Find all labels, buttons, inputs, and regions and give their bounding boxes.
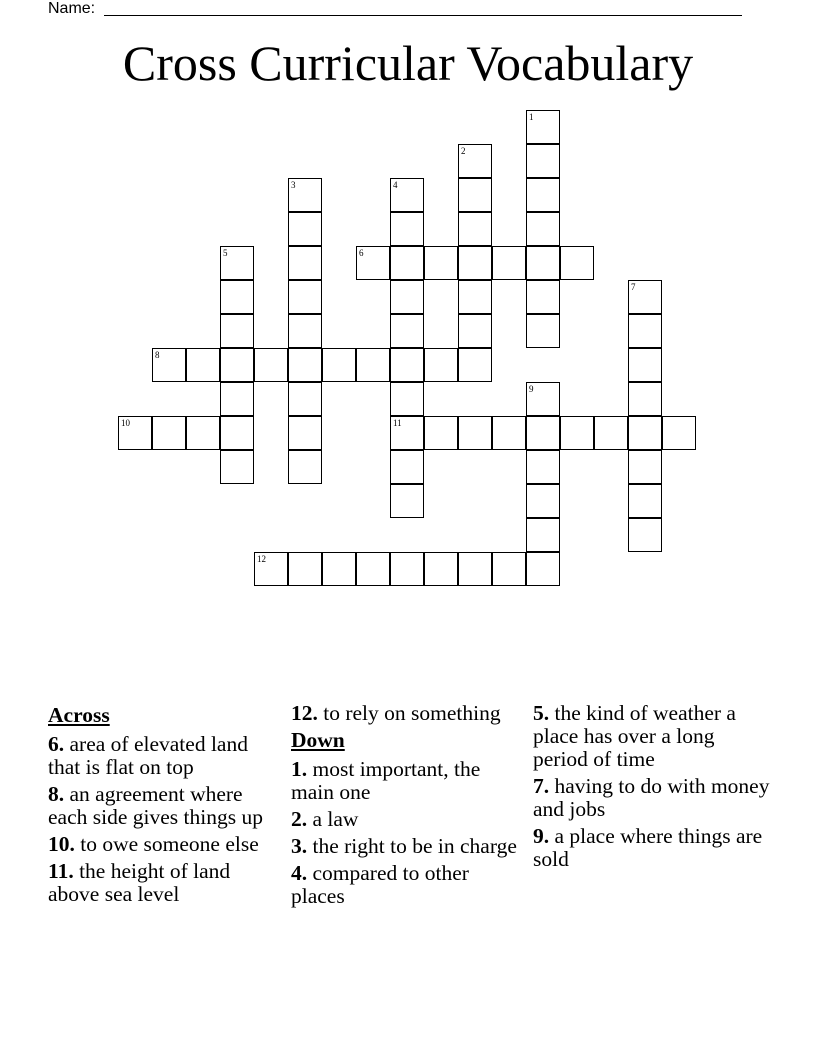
grid-cell[interactable] <box>526 212 560 246</box>
clue-down-1 <box>291 758 527 804</box>
grid-cell[interactable] <box>288 552 322 586</box>
grid-cell[interactable] <box>662 416 696 450</box>
clue-text: compared to other places <box>291 861 469 908</box>
clue-number: 12. <box>291 701 318 725</box>
grid-cell[interactable] <box>628 348 662 382</box>
cell-number: 12 <box>257 554 266 564</box>
clue-number: 8. <box>48 782 65 806</box>
grid-cell[interactable] <box>186 416 220 450</box>
grid-cell[interactable] <box>458 246 492 280</box>
grid-cell[interactable] <box>526 110 560 144</box>
clue-across-6 <box>48 733 284 779</box>
grid-cell[interactable] <box>288 246 322 280</box>
clue-text: area of elevated land that is flat on top <box>48 732 248 779</box>
grid-cell[interactable] <box>458 178 492 212</box>
clue-column-2 <box>291 702 527 912</box>
grid-cell[interactable] <box>288 382 322 416</box>
grid-cell[interactable] <box>390 280 424 314</box>
grid-cell[interactable] <box>526 450 560 484</box>
grid-cell[interactable] <box>356 246 390 280</box>
across-heading: Across <box>48 703 110 727</box>
grid-cell[interactable] <box>458 552 492 586</box>
clue-number: 4. <box>291 861 308 885</box>
grid-cell[interactable] <box>526 382 560 416</box>
grid-cell[interactable] <box>390 314 424 348</box>
clue-down-9 <box>533 825 773 871</box>
clue-number: 6. <box>48 732 65 756</box>
grid-cell[interactable] <box>628 450 662 484</box>
clue-text: to rely on something <box>323 701 501 725</box>
grid-cell[interactable] <box>526 144 560 178</box>
cell-number: 1 <box>529 112 534 122</box>
grid-cell[interactable] <box>628 280 662 314</box>
clue-down-5 <box>533 702 773 771</box>
clue-number: 11. <box>48 859 74 883</box>
clue-text: the right to be in charge <box>312 834 517 858</box>
grid-cell[interactable] <box>390 246 424 280</box>
clue-number: 10. <box>48 832 75 856</box>
grid-cell[interactable] <box>526 552 560 586</box>
grid-cell[interactable] <box>254 552 288 586</box>
grid-cell[interactable] <box>390 416 424 450</box>
grid-cell[interactable] <box>220 314 254 348</box>
clue-text: a place where things are sold <box>533 824 763 871</box>
grid-cell[interactable] <box>220 382 254 416</box>
grid-cell[interactable] <box>628 382 662 416</box>
clue-across-12 <box>291 702 527 725</box>
page-title: Cross Curricular Vocabulary <box>122 35 694 91</box>
grid-cell[interactable] <box>526 518 560 552</box>
grid-cell[interactable] <box>458 144 492 178</box>
clue-down-2 <box>291 808 527 831</box>
grid-cell[interactable] <box>288 348 322 382</box>
name-label: Name: <box>48 0 96 17</box>
grid-cell[interactable] <box>356 552 390 586</box>
grid-cell[interactable] <box>322 552 356 586</box>
grid-cell[interactable] <box>288 178 322 212</box>
grid-cell[interactable] <box>390 382 424 416</box>
clue-down-7 <box>533 775 773 821</box>
clue-column-3 <box>533 702 773 875</box>
cell-number: 8 <box>155 350 160 360</box>
grid-cell[interactable] <box>390 552 424 586</box>
clue-across-11 <box>48 860 284 906</box>
clue-down-4 <box>291 862 527 908</box>
clue-number: 2. <box>291 807 308 831</box>
clue-number: 9. <box>533 824 550 848</box>
grid-cell[interactable] <box>288 212 322 246</box>
clue-text: an agreement where each side gives things up <box>48 782 263 829</box>
clue-number: 5. <box>533 701 550 725</box>
grid-cell[interactable] <box>356 348 390 382</box>
grid-cell[interactable] <box>220 416 254 450</box>
cell-number: 11 <box>393 418 402 428</box>
grid-cell[interactable] <box>424 552 458 586</box>
down-heading: Down <box>291 728 345 752</box>
grid-cell[interactable] <box>390 450 424 484</box>
grid-cell[interactable] <box>220 246 254 280</box>
grid-cell[interactable] <box>424 246 458 280</box>
clue-number: 7. <box>533 774 550 798</box>
grid-cell[interactable] <box>390 484 424 518</box>
grid-cell[interactable] <box>628 484 662 518</box>
grid-cell[interactable] <box>492 416 526 450</box>
grid-cell[interactable] <box>288 450 322 484</box>
clue-text: the height of land above sea level <box>48 859 231 906</box>
cell-number: 7 <box>631 282 636 292</box>
grid-cell[interactable] <box>492 552 526 586</box>
grid-cell[interactable] <box>186 348 220 382</box>
clue-across-8 <box>48 783 284 829</box>
grid-cell[interactable] <box>254 348 288 382</box>
clue-number: 3. <box>291 834 308 858</box>
grid-cell[interactable] <box>526 314 560 348</box>
grid-cell[interactable] <box>526 246 560 280</box>
grid-cell[interactable] <box>288 416 322 450</box>
grid-cell[interactable] <box>560 416 594 450</box>
grid-cell[interactable] <box>526 178 560 212</box>
grid-cell[interactable] <box>594 416 628 450</box>
grid-cell[interactable] <box>458 314 492 348</box>
grid-cell[interactable] <box>492 246 526 280</box>
grid-cell[interactable] <box>424 416 458 450</box>
grid-cell[interactable] <box>628 416 662 450</box>
grid-cell[interactable] <box>390 178 424 212</box>
grid-cell[interactable] <box>458 212 492 246</box>
clue-text: most important, the main one <box>291 757 481 804</box>
cell-number: 3 <box>291 180 296 190</box>
clue-text: a law <box>312 807 359 831</box>
grid-cell[interactable] <box>220 450 254 484</box>
grid-cell[interactable] <box>322 348 356 382</box>
grid-cell[interactable] <box>152 348 186 382</box>
grid-cell[interactable] <box>628 518 662 552</box>
grid-cell[interactable] <box>152 416 186 450</box>
grid-cell[interactable] <box>526 484 560 518</box>
clue-text: the kind of weather a place has over a long period of time <box>533 701 736 771</box>
grid-cell[interactable] <box>628 314 662 348</box>
clue-text: having to do with money and jobs <box>533 774 770 821</box>
grid-cell[interactable] <box>526 416 560 450</box>
cell-number: 4 <box>393 180 398 190</box>
grid-cell[interactable] <box>458 280 492 314</box>
cell-number: 5 <box>223 248 228 258</box>
grid-cell[interactable] <box>560 246 594 280</box>
grid-cell[interactable] <box>390 348 424 382</box>
clue-number: 1. <box>291 757 308 781</box>
grid-cell[interactable] <box>458 348 492 382</box>
cell-number: 6 <box>359 248 364 258</box>
grid-cell[interactable] <box>288 280 322 314</box>
grid-cell[interactable] <box>458 416 492 450</box>
clue-across-10 <box>48 833 284 856</box>
clue-text: to owe someone else <box>80 832 259 856</box>
grid-cell[interactable] <box>424 348 458 382</box>
cell-number: 10 <box>121 418 130 428</box>
grid-cell[interactable] <box>390 212 424 246</box>
grid-cell[interactable] <box>220 348 254 382</box>
cell-number: 2 <box>461 146 466 156</box>
cell-number: 9 <box>529 384 534 394</box>
grid-cell[interactable] <box>118 416 152 450</box>
grid-cell[interactable] <box>288 314 322 348</box>
grid-cell[interactable] <box>220 280 254 314</box>
grid-cell[interactable] <box>526 280 560 314</box>
clue-down-3 <box>291 835 527 858</box>
clue-column-1 <box>48 702 284 910</box>
